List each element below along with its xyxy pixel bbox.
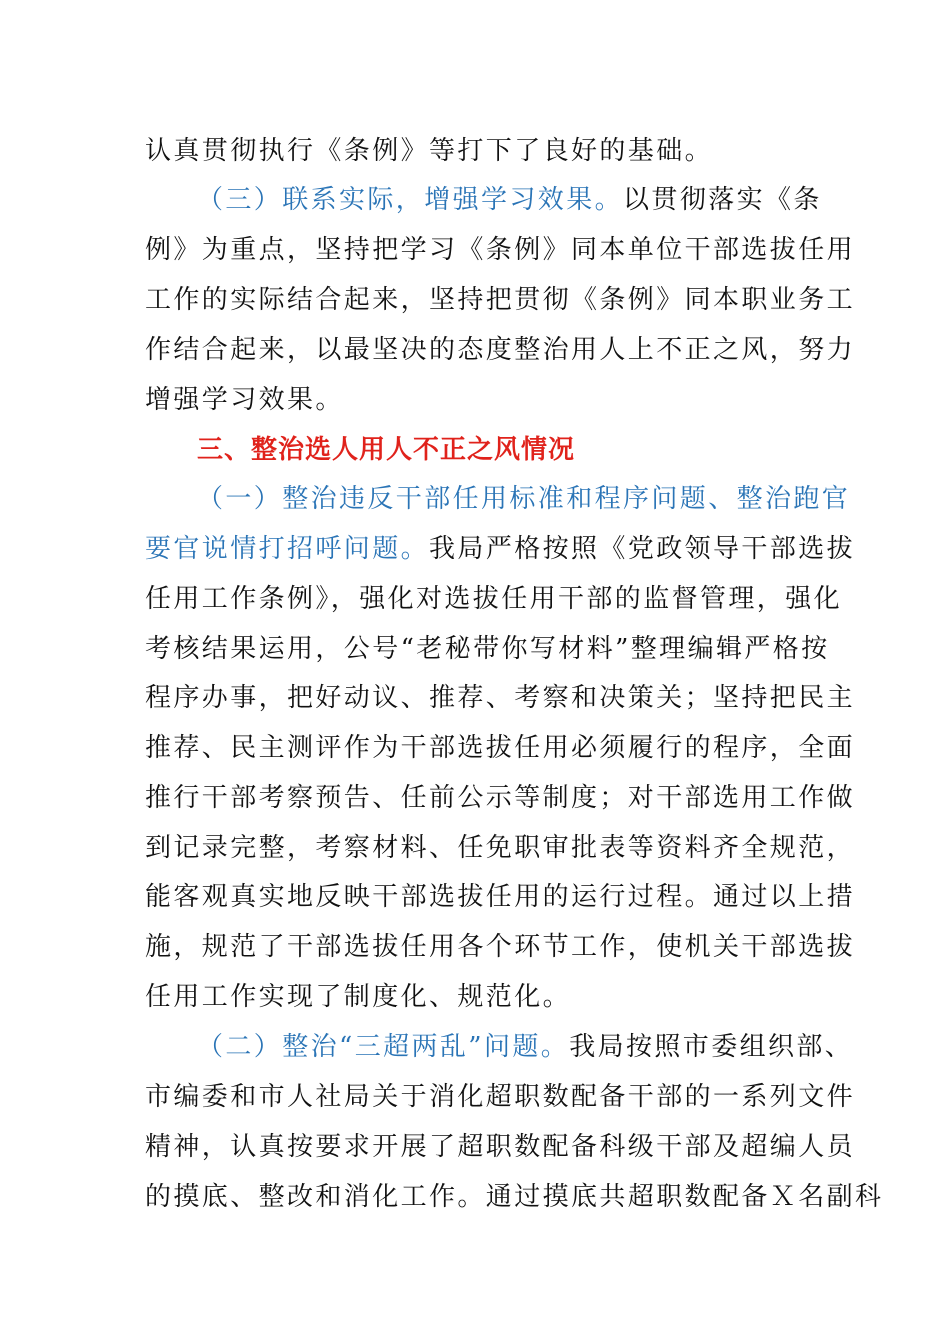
text-line [145,333,856,367]
body-text: 认真贯彻执行《条例》等打下了良好的基础。 [145,136,714,166]
body-text: 例》为重点，坚持把学习《条例》同本单位干部选拔任用 [145,235,856,265]
body-text: 作结合起来，以最坚决的态度整治用人上不正之风，努力 [145,335,856,365]
body-text: 任用工作实现了制度化、规范化。 [145,982,572,1012]
text-line [145,1180,884,1214]
subheading-text: （二）整治“三超两乱”问题。 [197,1032,570,1062]
text-line [197,1030,854,1064]
text-line [145,880,856,914]
text-line [145,831,856,865]
text-line [145,582,843,616]
body-text: 施，规范了干部选拔任用各个环节工作，使机关干部选拔 [145,932,856,962]
text-line [145,980,815,1014]
subheading-text: （三）联系实际，增强学习效果。 [197,185,624,215]
body-text: 的摸底、整改和消化工作。通过摸底共超职数配备Ｘ名副科 [145,1182,884,1212]
text-line [197,183,822,217]
body-text: 任用工作条例》，强化对选拔任用干部的监督管理，强化 [145,584,843,614]
body-text: 能客观真实地反映干部选拔任用的运行过程。通过以上措 [145,882,856,912]
text-line [145,731,856,765]
body-text: 工作的实际结合起来，坚持把贯彻《条例》同本职业务工 [145,285,856,315]
text-line [145,681,856,715]
text-line [145,383,815,417]
text-line [145,233,856,267]
section-heading [197,433,815,467]
subheading-text: （一）整治违反干部任用标准和程序问题、整治跑官 [197,484,851,514]
text-line [145,283,856,317]
body-text: 精神，认真按要求开展了超职数配备科级干部及超编人员 [145,1132,856,1162]
subheading-text: 要官说情打招呼问题。 [145,534,430,564]
body-text: 我局按照市委组织部、 [569,1032,854,1062]
section-heading-text: 三、整治选人用人不正之风情况 [197,435,576,465]
body-text: 推行干部考察预告、任前公示等制度；对干部选用工作做 [145,783,856,813]
text-line [145,1080,856,1114]
body-text: 以贯彻落实《条 [623,185,822,215]
body-text: 程序办事，把好动议、推荐、考察和决策关；坚持把民主 [145,683,856,713]
body-text: 我局严格按照《党政领导干部选拔 [429,534,856,564]
text-line [145,781,856,815]
body-text: 考核结果运用，公号“老秘带你写材料”整理编辑严格按 [145,634,830,664]
text-line [145,930,856,964]
body-text: 到记录完整，考察材料、任免职审批表等资料齐全规范， [145,833,856,863]
text-line [145,532,856,566]
body-text: 推荐、民主测评作为干部选拔任用必须履行的程序，全面 [145,733,856,763]
body-text: 市编委和市人社局关于消化超职数配备干部的一系列文件 [145,1082,856,1112]
text-line [145,134,815,168]
body-text: 增强学习效果。 [145,385,344,415]
text-line [197,482,851,516]
text-line [145,1130,856,1164]
text-line [145,632,830,666]
